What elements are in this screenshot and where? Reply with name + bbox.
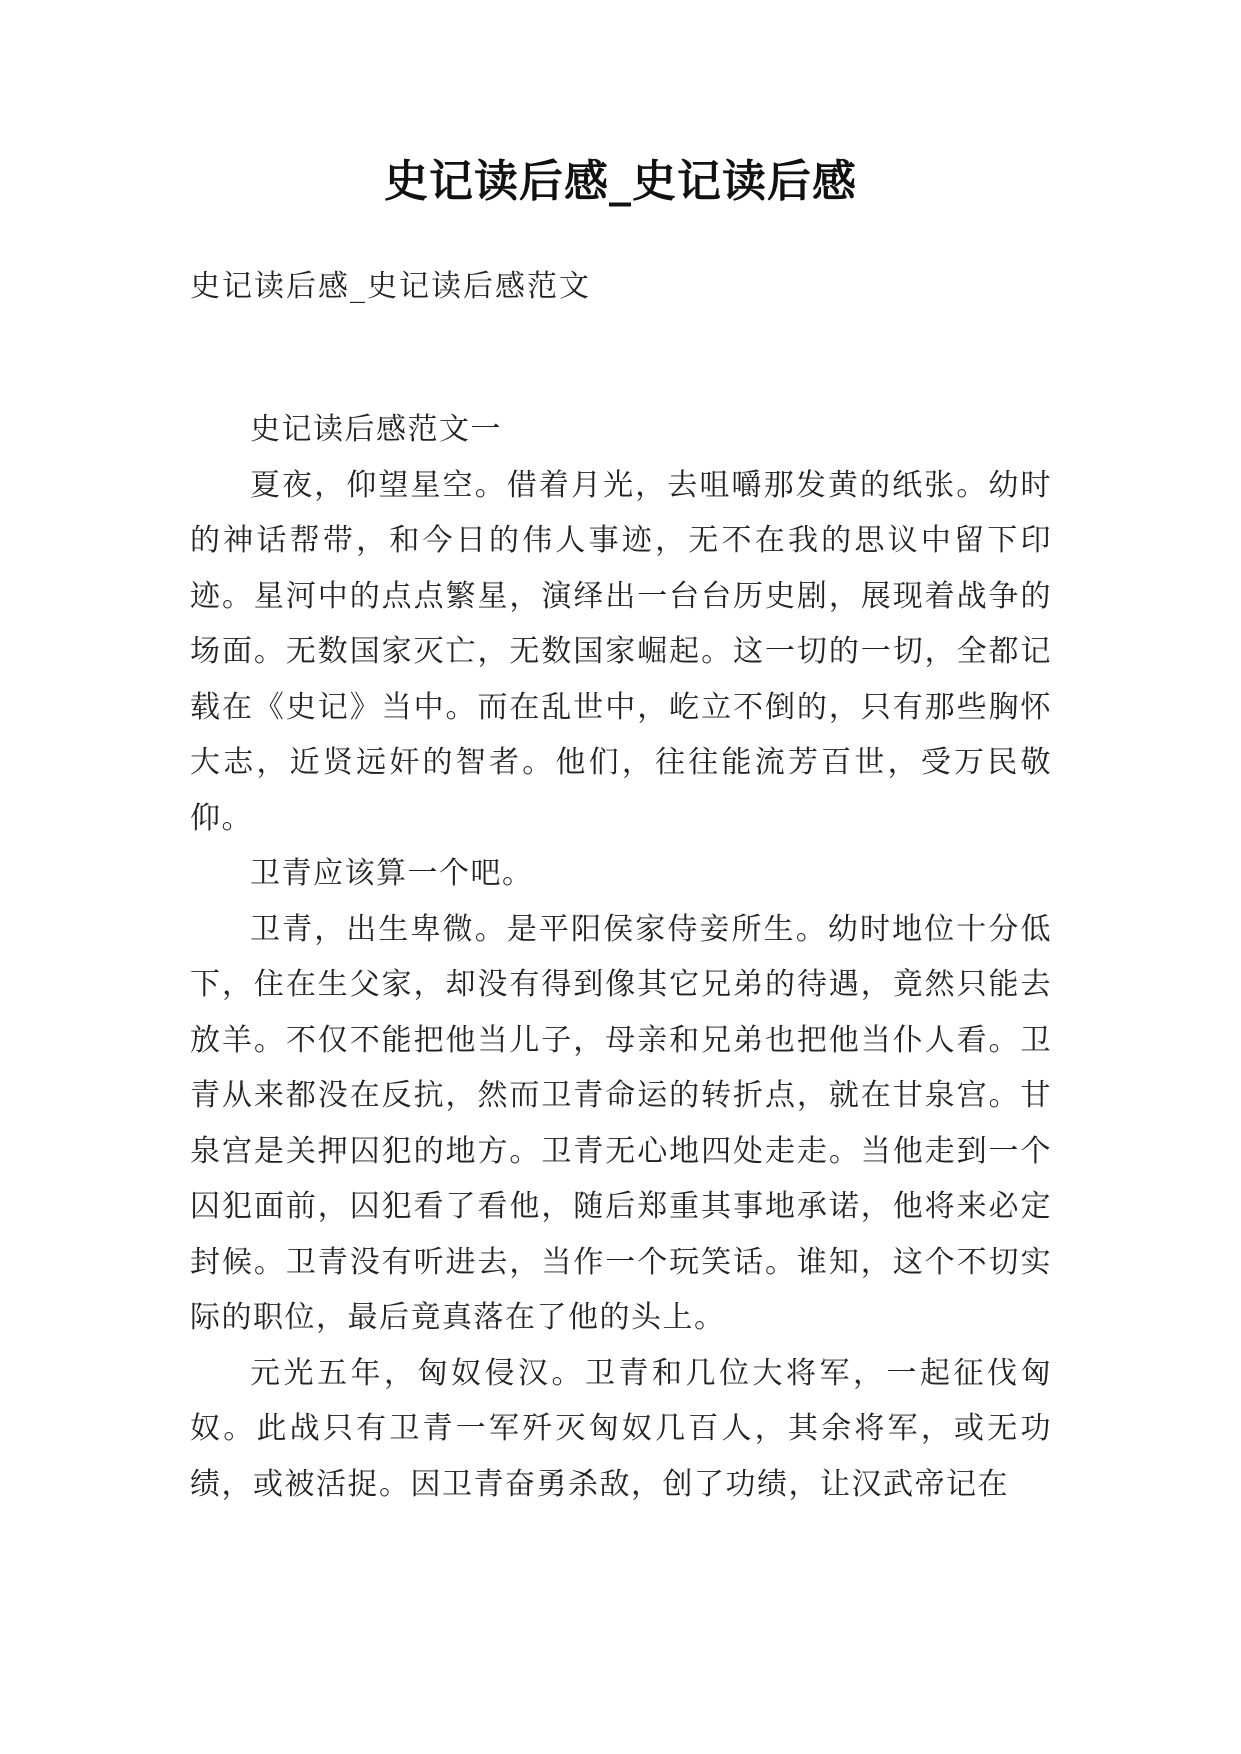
document-subtitle: 史记读后感_史记读后感范文	[190, 269, 591, 304]
body-paragraph: 卫青应该算一个吧。	[250, 856, 534, 891]
document-title: 史记读后感_史记读后感	[384, 156, 857, 207]
section-heading: 史记读后感范文一	[250, 412, 502, 447]
body-paragraph: 夏夜，仰望星空。借着月光，去咀嚼那发黄的纸张。幼时的神话帮带，和今日的伟人事迹，无不在我的思议中留下印迹。星河中的点点繁星，演绎出一台台历史剧，展现着战争的场面。无数国家灭亡，无数国家崛起。这一切的一切，全都记载在《史记》当中。而在乱世中，屹立不倒的，只有那些胸怀大志，近贤远奸的智者。他们，往往能流芳百世，受万民敬仰。	[190, 467, 1052, 836]
body-paragraph: 元光五年，匈奴侵汉。卫青和几位大将军，一起征伐匈奴。此战只有卫青一军歼灭匈奴几百人，其余将军，或无功绩，或被活捉。因卫青奋勇杀敌，创了功绩，让汉武帝记在	[190, 1355, 1052, 1502]
body-paragraph: 卫青，出生卑微。是平阳侯家侍妾所生。幼时地位十分低下，住在生父家，却没有得到像其它兄弟的待遇，竟然只能去放羊。不仅不能把他当儿子，母亲和兄弟也把他当仆人看。卫青从来都没在反抗，然而卫青命运的转折点，就在甘泉宫。甘泉宫是关押囚犯的地方。卫青无心地四处走走。当他走到一个囚犯面前，囚犯看了看他，随后郑重其事地承诺，他将来必定封候。卫青没有听进去，当作一个玩笑话。谁知，这个不切实际的职位，最后竟真落在了他的头上。	[190, 911, 1052, 1335]
document-body	[190, 402, 1052, 1512]
